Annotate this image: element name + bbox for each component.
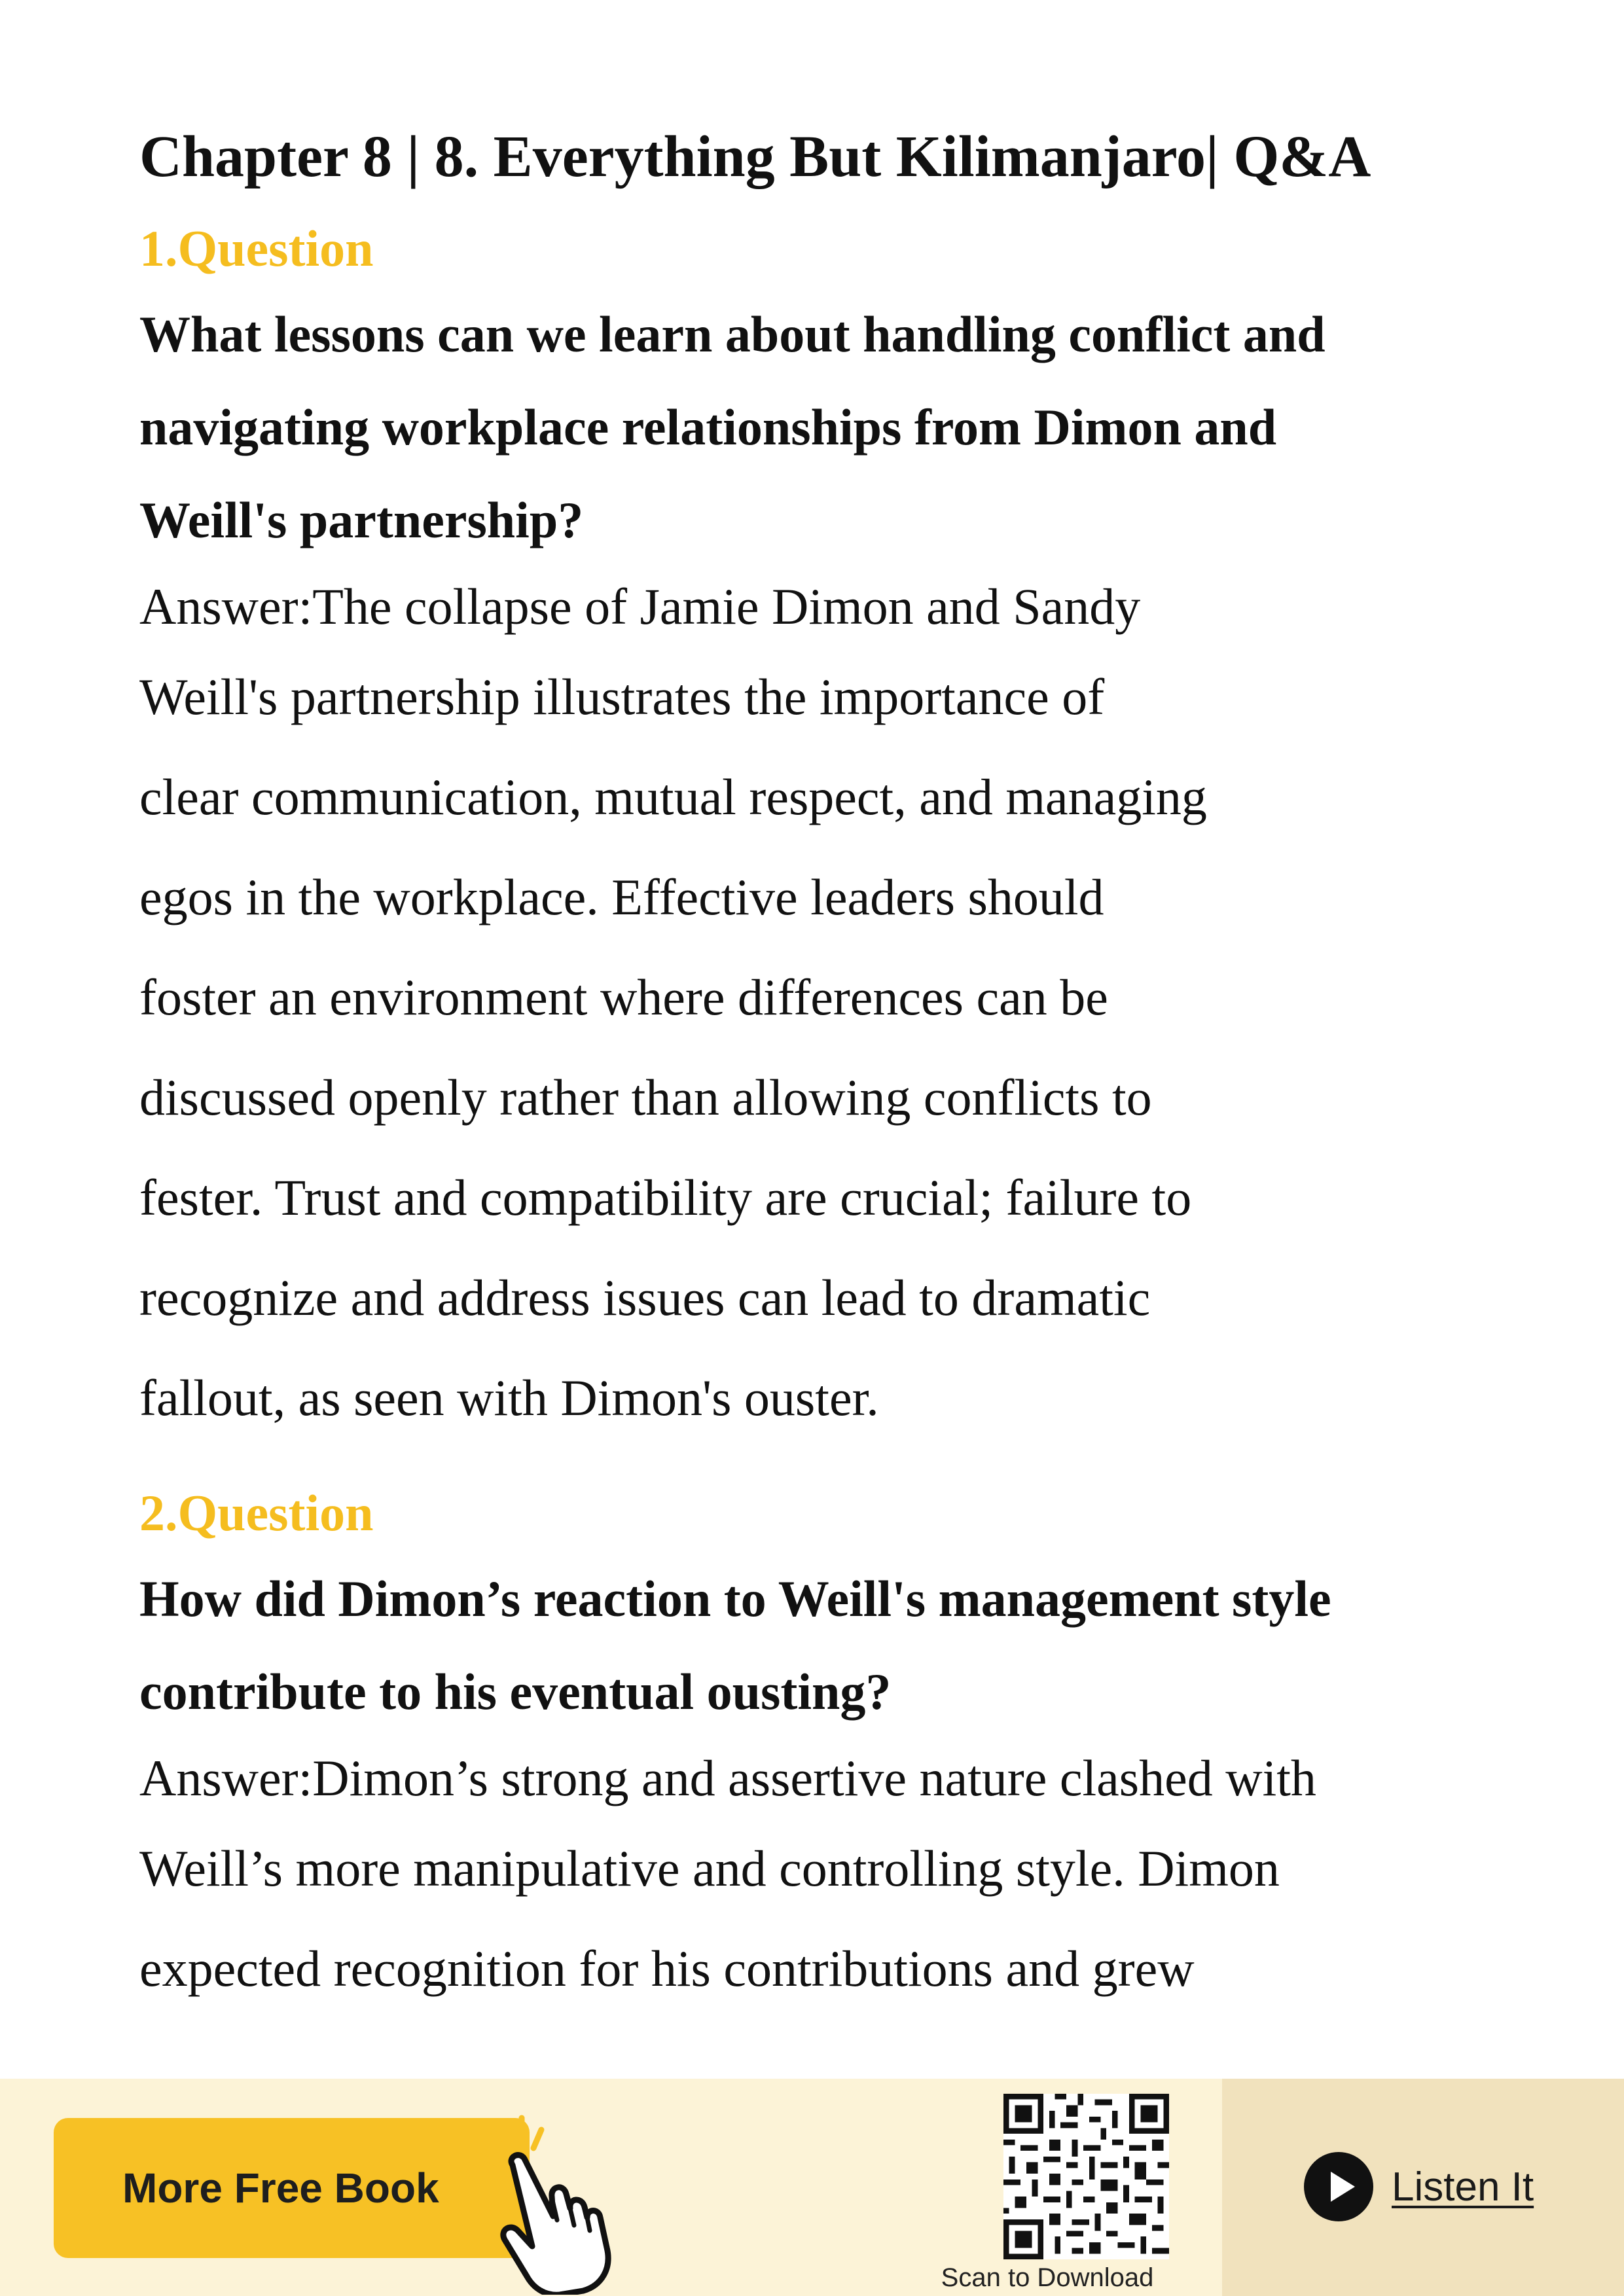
question-text [139,288,1514,567]
answer-line: recognize and address issues can lead to dramatic [139,1269,1151,1326]
answer-line: Answer:Dimon’s strong and assertive nature clashed with [139,1749,1316,1806]
question-label: 2.Question [139,1484,374,1541]
answer-line: fester. Trust and compatibility are crucial; failure to [139,1169,1192,1226]
qa-item-1 [139,209,1514,1448]
answer-line: foster an environment where differences can be [139,969,1108,1026]
pointing-hand-icon [461,2105,625,2295]
answer-text [139,1738,1514,2018]
question-line: What lessons can we learn about handling conflict and [139,306,1326,363]
page-content [139,111,1514,2018]
qr-code-icon [1003,2094,1169,2259]
scan-to-download-label: Scan to Download [941,2263,1154,2292]
question-label: 1.Question [139,220,374,277]
answer-line: Answer:The collapse of Jamie Dimon and Sandy [139,578,1141,635]
answer-text [139,567,1514,1448]
question-line: navigating workplace relationships from Dimon and [139,399,1277,456]
answer-line: discussed openly rather than allowing conflicts to [139,1069,1152,1126]
section-gap [139,1448,1514,1474]
listen-it-button[interactable] [1303,2151,1534,2223]
answer-line: egos in the workplace. Effective leaders should [139,869,1104,925]
answer-line: Weill's partnership illustrates the importance of [139,668,1105,725]
answer-line: clear communication, mutual respect, and managing [139,768,1207,825]
answer-line: fallout, as seen with Dimon's ouster. [139,1369,879,1426]
question-line: How did Dimon’s reaction to Weill's management style [139,1570,1331,1627]
question-text [139,1552,1514,1738]
question-line: contribute to his eventual ousting? [139,1663,892,1720]
listen-it-label: Listen It [1392,2164,1534,2210]
qa-item-2 [139,1474,1514,2018]
chapter-title: Chapter 8 | 8. Everything But Kilimanjaro| Q&A [139,124,1371,189]
answer-line: Weill’s more manipulative and controlling style. Dimon [139,1840,1280,1897]
footer-bar [0,2079,1624,2296]
play-icon [1303,2151,1375,2223]
answer-line: expected recognition for his contributions and grew [139,1940,1195,1997]
question-line: Weill's partnership? [139,492,584,548]
more-free-book-button[interactable]: More Free Book [54,2118,530,2258]
